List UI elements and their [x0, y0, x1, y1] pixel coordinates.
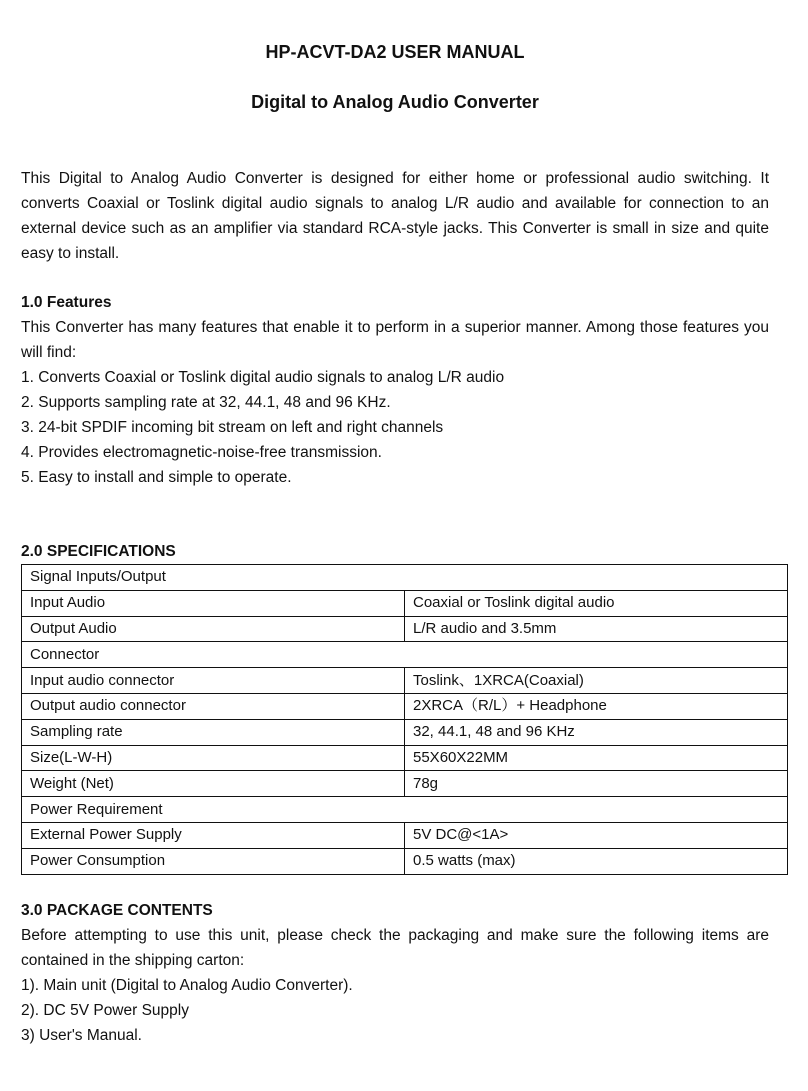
package-item: 1). Main unit (Digital to Analog Audio Converter).: [21, 977, 353, 994]
spec-value: Coaxial or Toslink digital audio: [405, 590, 788, 616]
section-cell: Signal Inputs/Output: [22, 565, 788, 591]
document-title: HP-ACVT-DA2 USER MANUAL: [265, 42, 525, 62]
table-row: [22, 771, 788, 797]
spec-value: L/R audio and 3.5mm: [405, 616, 788, 642]
package-contents-section: [21, 923, 769, 1048]
feature-item: 2. Supports sampling rate at 32, 44.1, 48 and 96 KHz.: [21, 394, 391, 411]
intro-paragraph: This Digital to Analog Audio Converter is designed for either home or professional audio switching. It converts Coaxial or Toslink digital audio signals to analog L/R audio and available for connection to an external device such as an amplifier via standard RCA-style jacks. This Converter is small in size and quite easy to install.: [21, 170, 769, 262]
specifications-heading: 2.0 SPECIFICATIONS: [21, 543, 176, 560]
features-lead: This Converter has many features that enable it to perform in a superior manner. Among those features you will find:: [21, 319, 769, 361]
spec-label: Power Consumption: [22, 848, 405, 874]
feature-item: 4. Provides electromagnetic-noise-free transmission.: [21, 444, 382, 461]
table-row: [22, 616, 788, 642]
spec-label: Weight (Net): [22, 771, 405, 797]
feature-item: 5. Easy to install and simple to operate.: [21, 469, 292, 486]
features-section: [21, 315, 769, 490]
feature-item: 1. Converts Coaxial or Toslink digital audio signals to analog L/R audio: [21, 369, 505, 386]
spec-value: 2XRCA（R/L）+ Headphone: [405, 693, 788, 719]
spec-value: 5V DC@<1A>: [405, 822, 788, 848]
spec-label: Size(L-W-H): [22, 745, 405, 771]
table-row: [22, 745, 788, 771]
package-item: 3) User's Manual.: [21, 1027, 142, 1044]
table-section-row: [22, 797, 788, 823]
feature-item: 3. 24-bit SPDIF incoming bit stream on left and right channels: [21, 419, 444, 436]
section-cell: Power Requirement: [22, 797, 788, 823]
spec-value: 32, 44.1, 48 and 96 KHz: [405, 719, 788, 745]
spec-label: Output Audio: [22, 616, 405, 642]
table-row: [22, 848, 788, 874]
spec-label: Output audio connector: [22, 693, 405, 719]
spec-label: External Power Supply: [22, 822, 405, 848]
spec-label: Input audio connector: [22, 668, 405, 694]
spec-value: 78g: [405, 771, 788, 797]
table-row: [22, 719, 788, 745]
table-section-row: [22, 565, 788, 591]
table-section-row: [22, 642, 788, 668]
package-item: 2). DC 5V Power Supply: [21, 1002, 189, 1019]
spec-value: 0.5 watts (max): [405, 848, 788, 874]
section-cell: Connector: [22, 642, 788, 668]
table-row: [22, 693, 788, 719]
document-subtitle: Digital to Analog Audio Converter: [251, 92, 539, 112]
spec-value: 55X60X22MM: [405, 745, 788, 771]
specifications-table: [21, 564, 788, 875]
table-row: [22, 822, 788, 848]
table-row: [22, 668, 788, 694]
package-lead: Before attempting to use this unit, please check the packaging and make sure the following items are contained in the shipping carton:: [21, 927, 769, 969]
spec-label: Sampling rate: [22, 719, 405, 745]
spec-value: Toslink、1XRCA(Coaxial): [405, 668, 788, 694]
features-heading: 1.0 Features: [21, 294, 112, 311]
spec-label: Input Audio: [22, 590, 405, 616]
table-row: [22, 590, 788, 616]
package-contents-heading: 3.0 PACKAGE CONTENTS: [21, 902, 213, 919]
